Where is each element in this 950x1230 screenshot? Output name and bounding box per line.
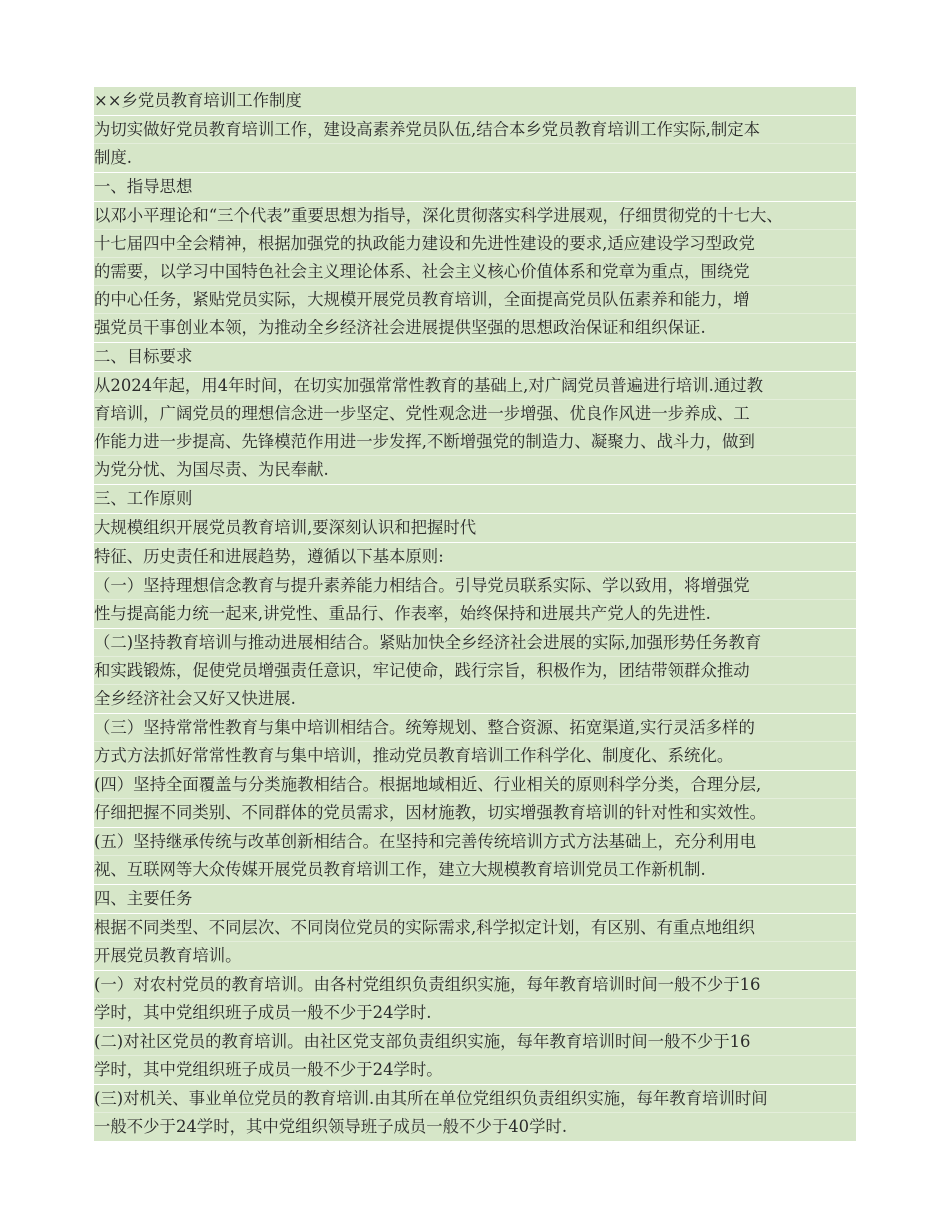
- text-line: 四、主要任务: [94, 889, 193, 908]
- paragraph: [94, 828, 856, 884]
- text-line: 十七届四中全会精神，根据加强党的执政能力建设和先进性建设的要求,适应建设学习型政党: [94, 230, 856, 258]
- paragraph: [94, 1028, 856, 1084]
- text-line: 为党分忧、为国尽责、为民奉献.: [94, 460, 329, 479]
- paragraph: [94, 485, 856, 513]
- text-line: (三)对机关、事业单位党员的教育培训.由其所在单位党组织负责组织实施，每年教育培训时间: [94, 1085, 856, 1113]
- text-line: 仔细把握不同类别、不同群体的党员需求，因材施教，切实增强教育培训的针对性和实效性。: [94, 803, 767, 822]
- text-line: 开展党员教育培训。: [94, 946, 242, 965]
- paragraph: [94, 514, 856, 542]
- text-line: 作能力进一步提高、先锋模范作用进一步发挥,不断增强党的制造力、凝聚力、战斗力，做到: [94, 428, 856, 456]
- text-line: 为切实做好党员教育培训工作，建设高素养党员队伍,结合本乡党员教育培训工作实际,制定本: [94, 116, 856, 144]
- document-title: [94, 87, 856, 115]
- paragraph: [94, 543, 856, 571]
- paragraph: [94, 971, 856, 1027]
- text-line: 从2024年起，用4年时间，在切实加强常常性教育的基础上,对广阔党员普遍进行培训.通过教: [94, 372, 856, 400]
- paragraph: [94, 629, 856, 713]
- paragraph: [94, 885, 856, 913]
- text-line: 根据不同类型、不同层次、不同岗位党员的实际需求,科学拟定计划，有区别、有重点地组织: [94, 914, 856, 942]
- paragraph: [94, 343, 856, 371]
- text-line: 制度.: [94, 148, 132, 167]
- text-line: 学时，其中党组织班子成员一般不少于24学时。: [94, 1060, 443, 1079]
- text-line: 特征、历史责任和进展趋势，遵循以下基本原则:: [94, 547, 444, 566]
- text-line: 视、互联网等大众传媒开展党员教育培训工作，建立大规模教育培训党员工作新机制.: [94, 860, 706, 879]
- text-line: (一）对农村党员的教育培训。由各村党组织负责组织实施，每年教育培训时间一般不少于16: [94, 971, 856, 999]
- paragraph: [94, 173, 856, 201]
- paragraph: [94, 714, 856, 770]
- text-line: 性与提高能力统一起来,讲党性、重品行、作表率，始终保持和进展共产党人的先进性.: [94, 604, 711, 623]
- text-line: (四）坚持全面覆盖与分类施教相结合。根据地域相近、行业相关的原则科学分类，合理分层,: [94, 771, 856, 799]
- text-line: 和实践锻炼，促使党员增强责任意识，牢记使命，践行宗旨，积极作为，团结带领群众推动: [94, 657, 856, 685]
- paragraph: [94, 1085, 856, 1141]
- paragraph: [94, 572, 856, 628]
- text-line: 一般不少于24学时，其中党组织领导班子成员一般不少于40学时.: [94, 1117, 568, 1136]
- paragraph: [94, 116, 856, 172]
- text-line: ××乡党员教育培训工作制度: [94, 91, 302, 110]
- paragraph: [94, 914, 856, 970]
- text-line: (二)对社区党员的教育培训。由社区党支部负责组织实施，每年教育培训时间一般不少于16: [94, 1028, 856, 1056]
- text-line: （三）坚持常常性教育与集中培训相结合。统筹规划、整合资源、拓宽渠道,实行灵活多样的: [94, 714, 856, 742]
- document-body: [94, 87, 856, 1142]
- text-line: （二)坚持教育培训与推动进展相结合。紧贴加快全乡经济社会进展的实际,加强形势任务教育: [94, 629, 856, 657]
- text-line: 育培训，广阔党员的理想信念进一步坚定、党性观念进一步增强、优良作风进一步养成、工: [94, 400, 856, 428]
- paragraph: [94, 771, 856, 827]
- text-line: 强党员干事创业本领，为推动全乡经济社会进展提供坚强的思想政治保证和组织保证.: [94, 318, 706, 337]
- paragraph: [94, 202, 856, 342]
- text-line: 的中心任务，紧贴党员实际，大规模开展党员教育培训，全面提高党员队伍素养和能力，增: [94, 286, 856, 314]
- text-line: 三、工作原则: [94, 489, 193, 508]
- text-line: 以邓小平理论和“三个代表”重要思想为指导，深化贯彻落实科学进展观，仔细贯彻党的十七大、: [94, 202, 856, 230]
- text-line: （一）坚持理想信念教育与提升素养能力相结合。引导党员联系实际、学以致用，将增强党: [94, 572, 856, 600]
- text-line: 一、指导思想: [94, 177, 193, 196]
- paragraph: [94, 372, 856, 484]
- text-line: 的需要，以学习中国特色社会主义理论体系、社会主义核心价值体系和党章为重点，围绕党: [94, 258, 856, 286]
- text-line: 全乡经济社会又好又快进展.: [94, 689, 296, 708]
- text-line: 学时，其中党组织班子成员一般不少于24学时.: [94, 1003, 432, 1022]
- text-line: 方式方法抓好常常性教育与集中培训，推动党员教育培训工作科学化、制度化、系统化。: [94, 746, 734, 765]
- text-line: (五）坚持继承传统与改革创新相结合。在坚持和完善传统培训方式方法基础上，充分利用电: [94, 828, 856, 856]
- text-line: 大规模组织开展党员教育培训,要深刻认识和把握时代: [94, 518, 477, 537]
- text-line: 二、目标要求: [94, 347, 193, 366]
